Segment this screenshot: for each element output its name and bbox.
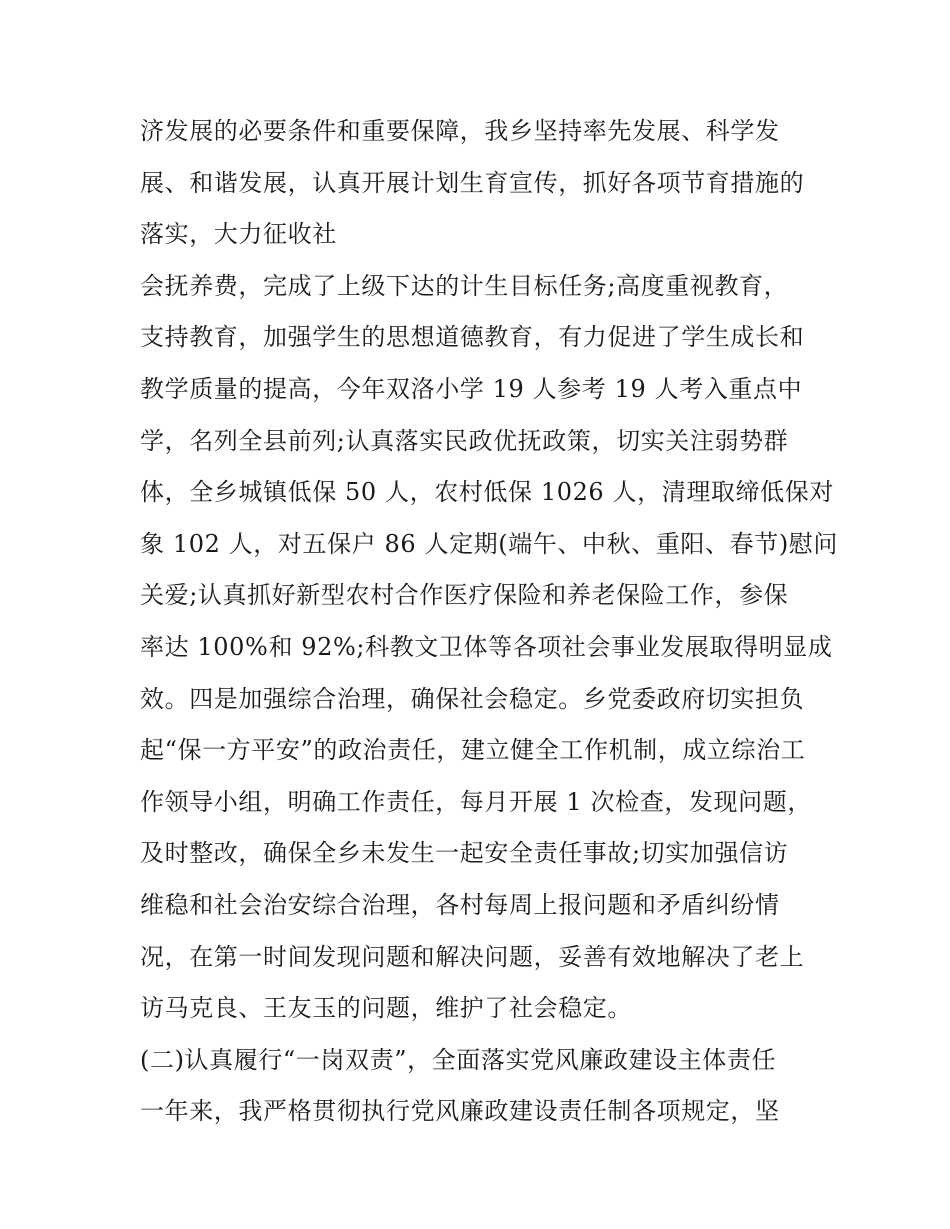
text-line: 及时整改，确保全乡未发生一起安全责任事故;切实加强信访	[140, 839, 789, 868]
text-line: 效。四是加强综合治理，确保社会稳定。乡党委政府切实担负	[140, 684, 805, 713]
text-line: 访马克良、王友玉的问题，维护了社会稳定。	[140, 994, 632, 1023]
body-text	[140, 106, 838, 1138]
text-line: 学，名列全县前列;认真落实民政优抚政策，切实关注弱势群	[140, 426, 789, 455]
text-line: 支持教育，加强学生的思想道德教育，有力促进了学生成长和	[140, 323, 805, 352]
text-line: 起“保一方平安”的政治责任，建立健全工作机制，成立综治工	[140, 736, 806, 765]
text-line: 展、和谐发展，认真开展计划生育宣传，抓好各项节育措施的	[140, 168, 805, 197]
section-heading: (二)认真履行“一岗双责”，全面落实党风廉政建设主体责任	[140, 1045, 777, 1074]
text-line: 一年来，我严格贯彻执行党风廉政建设责任制各项规定，坚	[140, 1097, 780, 1126]
text-line: 教学质量的提高，今年双洛小学 19 人参考 19 人考入重点中	[140, 374, 803, 403]
text-line: 关爱;认真抓好新型农村合作医疗保险和养老保险工作，参保	[140, 581, 789, 610]
text-line: 况，在第一时间发现问题和解决问题，妥善有效地解决了老上	[140, 942, 805, 971]
text-line: 象 102 人，对五保户 86 人定期(端午、中秋、重阳、春节)慰问	[140, 529, 838, 558]
text-line: 作领导小组，明确工作责任，每月开展 1 次检查，发现问题，	[140, 787, 812, 816]
text-line: 率达 100%和 92%;科教文卫体等各项社会事业发展取得明显成	[140, 632, 833, 661]
text-line: 体，全乡城镇低保 50 人，农村低保 1026 人，清理取缔低保对	[140, 478, 834, 507]
text-line: 维稳和社会治安综合治理，各村每周上报问题和矛盾纠纷情	[140, 890, 780, 919]
text-line: 会抚养费，完成了上级下达的计生目标任务;高度重视教育，	[140, 271, 789, 300]
text-line: 落实，大力征收社	[140, 220, 337, 249]
text-line: 济发展的必要条件和重要保障，我乡坚持率先发展、科学发	[140, 117, 780, 145]
